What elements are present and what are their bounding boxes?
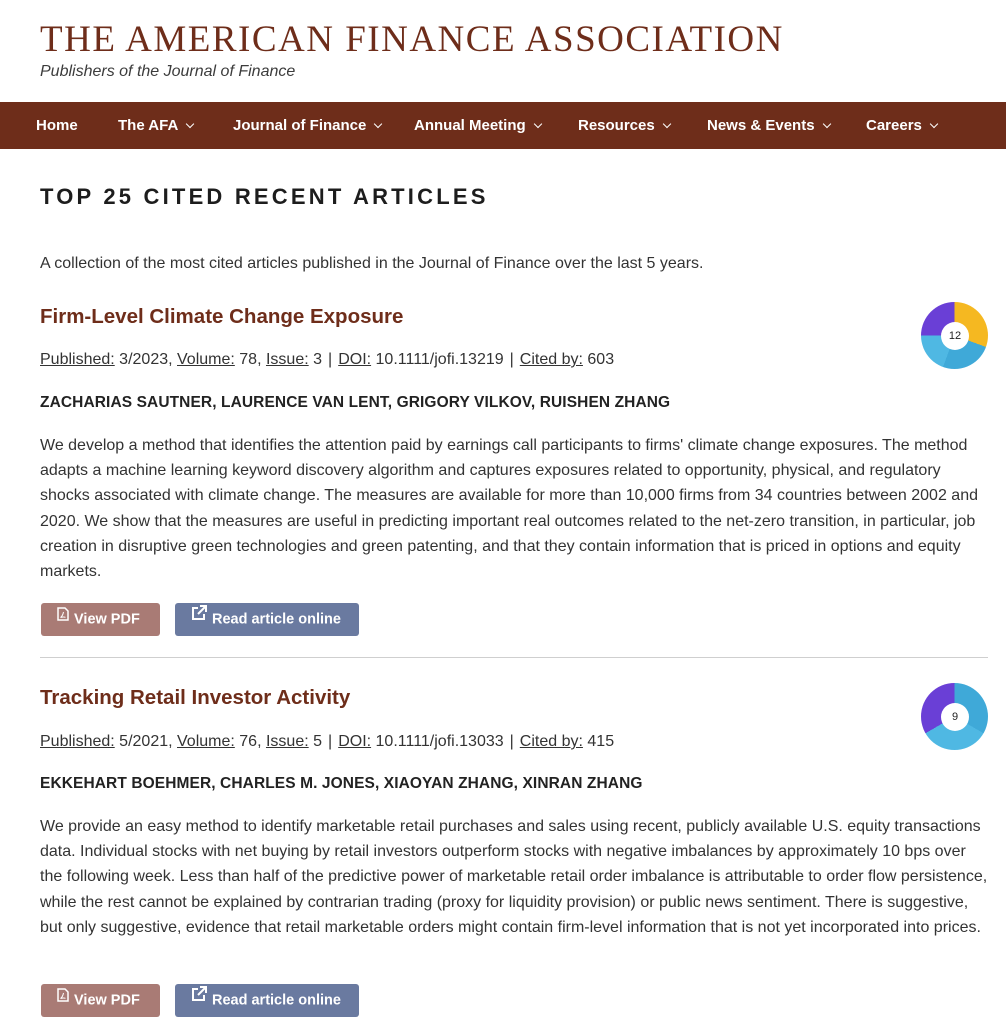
nav-item-the-afa[interactable] — [118, 102, 193, 149]
nav-item-annual-meeting[interactable] — [414, 102, 541, 149]
article-abstract: We develop a method that identifies the attention paid by earnings call participants to firms' climate change exposures. The method adapts a machine learning keyword discovery algorithm and captures exposures related to opportunity, physical, and regulatory shocks associated with climate change. The measures are available for more than 10,000 firms from 34 countries between 2002 and 2020. We show that the measures are useful in predicting important real outcomes related to the net‐zero transition, in particular, job creation in disruptive green technologies and green patenting, and that they contain information that is priced in options and equity markets. — [40, 437, 978, 581]
site-tagline: Publishers of the Journal of Finance — [40, 63, 296, 80]
nav-label: The AFA — [118, 117, 179, 134]
doi-label[interactable]: DOI: — [338, 733, 372, 750]
pdf-file-icon — [57, 601, 69, 634]
cited-by-value: 603 — [587, 351, 615, 368]
nav-label: Journal of Finance — [233, 117, 367, 134]
published-label[interactable]: Published: — [40, 733, 115, 750]
view-pdf-button[interactable] — [41, 984, 160, 1017]
volume-value: 78, — [239, 351, 262, 368]
chevron-down-icon — [822, 120, 830, 128]
main-nav — [0, 102, 1006, 149]
issue-label[interactable]: Issue: — [265, 733, 309, 750]
altmetric-score: 9 — [941, 703, 969, 731]
read-online-button[interactable] — [175, 603, 359, 636]
article-authors: ZACHARIAS SAUTNER, LAURENCE VAN LENT, GRIGORY VILKOV, RUISHEN ZHANG — [40, 394, 671, 411]
article-authors: EKKEHART BOEHMER, CHARLES M. JONES, XIAOYAN ZHANG, XINRAN ZHANG — [40, 775, 643, 792]
published-value: 3/2023, — [119, 351, 173, 368]
nav-label: Home — [36, 117, 78, 134]
view-pdf-label: View PDF — [74, 611, 140, 628]
nav-label: Resources — [578, 117, 655, 134]
article-abstract: We provide an easy method to identify marketable retail purchases and sales using recent, publicly available U.S. equity transactions data. Individual stocks with net buying by retail investors outperform stocks with negative imbalances by approximately 10 bps over the following week. Less than half of the predictive power of marketable retail order imbalance is attributable to order flow persistence, while the rest cannot be explained by contrarian trading (proxy for liquidity provision) or public news sentiment. There is suggestive, but only suggestive, evidence that retail marketable orders might contain firm‐level information that is not yet incorporated into prices. — [40, 818, 988, 936]
volume-label[interactable]: Volume: — [177, 733, 235, 750]
article-title[interactable]: Firm‐Level Climate Change Exposure — [40, 305, 404, 328]
external-link-icon — [191, 982, 207, 1015]
read-online-label: Read article online — [212, 992, 341, 1009]
nav-item-careers[interactable] — [866, 102, 937, 149]
volume-label[interactable]: Volume: — [177, 351, 235, 368]
doi-value: 10.1111/jofi.13219 — [375, 351, 504, 368]
read-online-label: Read article online — [212, 611, 341, 628]
published-label[interactable]: Published: — [40, 351, 115, 368]
nav-label: Annual Meeting — [414, 117, 526, 134]
site-title[interactable]: THE AMERICAN FINANCE ASSOCIATION — [40, 19, 784, 60]
read-online-button[interactable] — [175, 984, 359, 1017]
article-meta: Published: 5/2021, Volume: 76, Issue: 5 | DOI: 10.1111/jofi.13033 | Cited by: 415 — [40, 733, 615, 750]
chevron-down-icon — [662, 120, 670, 128]
altmetric-badge[interactable] — [921, 683, 988, 750]
view-pdf-label: View PDF — [74, 992, 140, 1009]
nav-item-journal-of-finance[interactable] — [233, 102, 381, 149]
doi-label[interactable]: DOI: — [338, 351, 372, 368]
nav-item-news-events[interactable] — [707, 102, 830, 149]
cited-by-value: 415 — [587, 733, 615, 750]
chevron-down-icon — [930, 120, 938, 128]
article-card — [40, 686, 988, 1026]
page-title: TOP 25 CITED RECENT ARTICLES — [40, 184, 489, 209]
nav-label: News & Events — [707, 117, 815, 134]
issue-value: 3 — [313, 351, 323, 368]
external-link-icon — [191, 601, 207, 634]
nav-label: Careers — [866, 117, 922, 134]
site-header — [0, 0, 1006, 102]
doi-value: 10.1111/jofi.13033 — [375, 733, 504, 750]
article-meta: Published: 3/2023, Volume: 78, Issue: 3 | DOI: 10.1111/jofi.13219 | Cited by: 603 — [40, 351, 615, 368]
issue-value: 5 — [313, 733, 323, 750]
volume-value: 76, — [239, 733, 262, 750]
article-divider — [40, 657, 988, 658]
article-card — [40, 305, 988, 645]
view-pdf-button[interactable] — [41, 603, 160, 636]
nav-item-home[interactable] — [36, 102, 78, 149]
page-intro: A collection of the most cited articles published in the Journal of Finance over the last 5 years. — [40, 255, 704, 272]
cited-by-label[interactable]: Cited by: — [519, 351, 583, 368]
altmetric-badge[interactable] — [921, 302, 988, 369]
issue-label[interactable]: Issue: — [265, 351, 309, 368]
altmetric-score: 12 — [941, 322, 969, 350]
cited-by-label[interactable]: Cited by: — [519, 733, 583, 750]
article-title[interactable]: Tracking Retail Investor Activity — [40, 686, 351, 709]
published-value: 5/2021, — [119, 733, 173, 750]
chevron-down-icon — [186, 120, 194, 128]
chevron-down-icon — [533, 120, 541, 128]
nav-item-resources[interactable] — [578, 102, 670, 149]
chevron-down-icon — [374, 120, 382, 128]
pdf-file-icon — [57, 982, 69, 1015]
